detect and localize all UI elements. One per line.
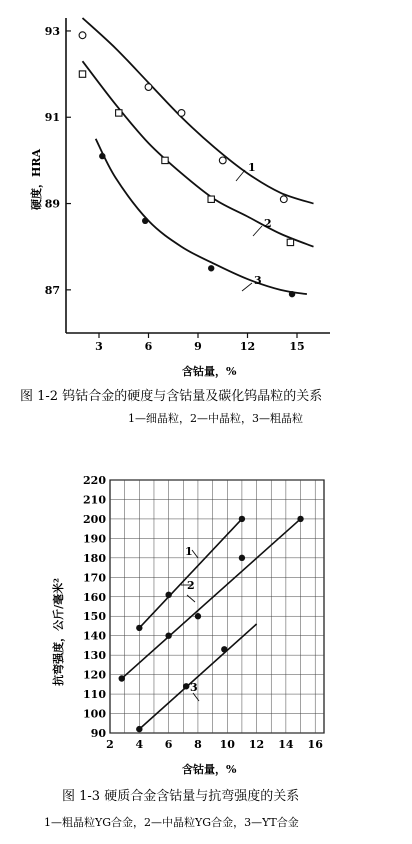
chart-2-y-tick-label: 120 bbox=[83, 668, 106, 682]
chart-1-y-tick-label: 93 bbox=[44, 24, 60, 38]
chart-1-y-axis-label: 硬度，HRA bbox=[30, 148, 43, 210]
chart-2-series-label-2: 2 bbox=[187, 579, 195, 592]
chart-1-curve-2 bbox=[83, 61, 314, 247]
chart-2-point-1 bbox=[239, 516, 245, 522]
chart-1-series-label-3: 3 bbox=[254, 274, 262, 287]
chart-1-point-1 bbox=[145, 84, 152, 91]
chart-1-point-1 bbox=[280, 196, 287, 203]
chart-1-legend-text: 1—细晶粒，2—中晶粒，3—粗晶粒 bbox=[128, 412, 303, 425]
chart-2-plot-frame bbox=[110, 480, 324, 733]
chart-1-series-label-2: 2 bbox=[264, 217, 272, 230]
chart-2-x-tick-label: 12 bbox=[248, 738, 265, 751]
chart-2-point-1 bbox=[136, 625, 142, 631]
chart-1-x-tick-label: 6 bbox=[144, 340, 153, 353]
chart-2-legend-text: 1—粗晶粒YG合金，2—中晶粒YG合金，3—YT合金 bbox=[44, 816, 299, 829]
chart-1-series-label-1: 1 bbox=[248, 161, 256, 174]
chart-1-x-tick-label: 12 bbox=[239, 340, 256, 353]
chart-1-point-3 bbox=[99, 153, 105, 159]
chart-2-point-2 bbox=[239, 555, 245, 561]
chart-1-point-2 bbox=[162, 157, 168, 163]
chart-2-y-tick-label: 190 bbox=[83, 532, 106, 546]
chart-2-x-tick-label: 10 bbox=[219, 738, 235, 751]
chart-2-point-2 bbox=[297, 516, 303, 522]
chart-2-y-tick-label: 150 bbox=[83, 610, 106, 624]
chart-2-x-tick-label: 2 bbox=[106, 738, 114, 751]
chart-2-x-tick-label: 8 bbox=[194, 738, 202, 751]
chart-2-x-tick-label: 14 bbox=[278, 738, 294, 751]
chart-1-point-1 bbox=[178, 110, 185, 117]
chart-2-line-1 bbox=[139, 519, 242, 628]
chart-2-y-tick-label: 100 bbox=[83, 707, 106, 721]
chart-2-x-tick-label: 16 bbox=[307, 738, 323, 751]
chart-2-y-tick-label: 140 bbox=[83, 629, 106, 643]
chart-1-x-tick-label: 3 bbox=[95, 340, 103, 353]
chart-1-y-tick-label: 87 bbox=[44, 283, 60, 297]
chart-1-leader-3 bbox=[242, 283, 252, 291]
chart-2-y-axis-label: 抗弯强度，公斤/毫米² bbox=[52, 578, 65, 686]
chart-2-point-1 bbox=[165, 592, 171, 598]
chart-2-leader-1b bbox=[187, 595, 195, 602]
chart-2-x-axis-label: 含钴量，% bbox=[182, 763, 237, 776]
chart-2-x-tick-label: 4 bbox=[135, 738, 144, 751]
chart-2-y-tick-label: 90 bbox=[90, 727, 106, 740]
chart-1-point-2 bbox=[79, 71, 85, 77]
chart-1-x-tick-label: 9 bbox=[194, 340, 202, 353]
chart-2-y-tick-label: 210 bbox=[83, 493, 106, 507]
chart-1-point-3 bbox=[142, 218, 148, 224]
chart-2-point-3 bbox=[183, 683, 189, 689]
chart-2-y-tick-label: 170 bbox=[83, 571, 106, 585]
chart-2-series-label-1: 1 bbox=[185, 545, 193, 558]
chart-2-point-1 bbox=[195, 613, 201, 619]
chart-1-caption: 图 1-2 钨钴合金的硬度与含钴量及碳化钨晶粒的关系 bbox=[20, 389, 323, 404]
chart-2-point-2 bbox=[119, 675, 125, 681]
chart-2-caption: 图 1-3 硬质合金含钴量与抗弯强度的关系 bbox=[62, 789, 300, 804]
chart-1-point-3 bbox=[289, 291, 295, 297]
chart-2-y-tick-label: 160 bbox=[83, 590, 106, 604]
chart-2-y-tick-label: 220 bbox=[83, 474, 106, 487]
chart-2-point-3 bbox=[221, 646, 227, 652]
chart-1-point-1 bbox=[79, 32, 86, 39]
chart-2-y-tick-label: 130 bbox=[83, 649, 106, 663]
chart-2-series-label-3: 3 bbox=[190, 681, 198, 694]
chart-1-point-1 bbox=[219, 157, 226, 164]
chart-1-hardness bbox=[20, 18, 330, 425]
chart-2-leader-1 bbox=[192, 550, 198, 558]
chart-1-y-tick-label: 89 bbox=[44, 197, 60, 211]
chart-1-y-tick-label: 91 bbox=[44, 111, 60, 125]
chart-1-x-tick-label: 15 bbox=[289, 340, 305, 353]
chart-2-y-tick-label: 110 bbox=[83, 688, 106, 702]
chart-2-x-tick-label: 6 bbox=[164, 738, 173, 751]
chart-2-line-2 bbox=[122, 519, 301, 679]
chart-1-leader-1 bbox=[236, 170, 245, 181]
chart-1-point-2 bbox=[287, 239, 293, 245]
chart-2-y-tick-label: 200 bbox=[83, 512, 106, 526]
chart-2-point-2 bbox=[165, 632, 171, 638]
chart-2-bending-strength bbox=[44, 474, 324, 829]
chart-1-x-axis-label: 含钴量，% bbox=[182, 365, 237, 378]
chart-1-point-3 bbox=[208, 265, 214, 271]
chart-1-leader-2 bbox=[253, 226, 262, 236]
chart-2-y-tick-label: 180 bbox=[83, 551, 106, 565]
chart-1-point-2 bbox=[208, 196, 214, 202]
chart-1-curve-3 bbox=[96, 139, 307, 294]
chart-2-point-3 bbox=[136, 726, 142, 732]
chart-1-point-2 bbox=[116, 110, 122, 116]
